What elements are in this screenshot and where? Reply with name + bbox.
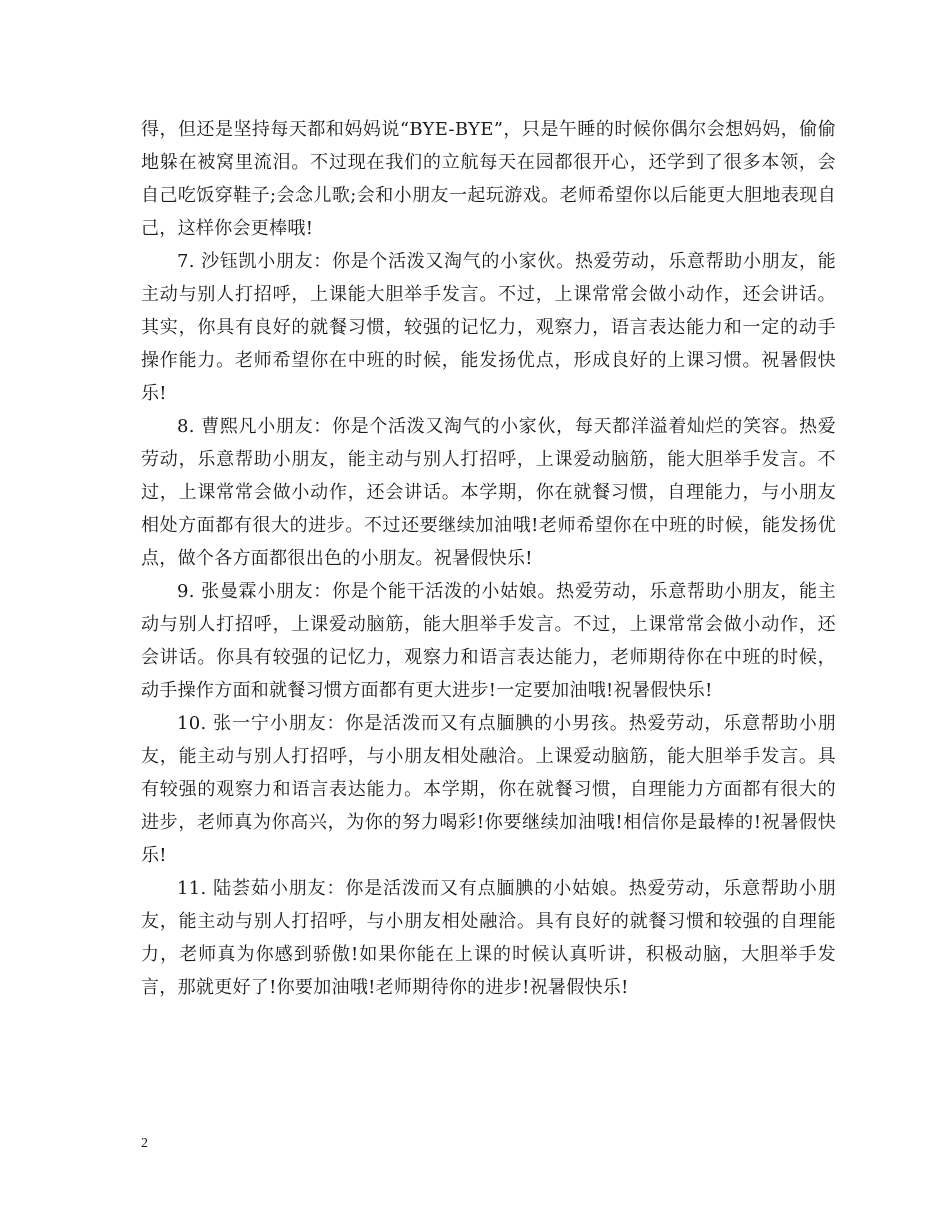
paragraph-item-9: 9. 张曼霖小朋友：你是个能干活泼的小姑娘。热爱劳动，乐意帮助小朋友，能主动与别人打招呼，上课爱动脑筋，能大胆举手发言。不过，上课常常会做小动作，还会讲话。你具有较强的记忆力，观察力和语言表达能力，老师期待你在中班的时候，动手操作方面和就餐习惯方面都有更大进步!一定要加油哦!祝暑假快乐! — [141, 581, 836, 701]
paragraph-item-7: 7. 沙钰凯小朋友：你是个活泼又淘气的小家伙。热爱劳动，乐意帮助小朋友，能主动与别人打招呼，上课能大胆举手发言。不过，上课常常会做小动作，还会讲话。其实，你具有良好的就餐习惯，较强的记忆力，观察力，语言表达能力和一定的动手操作能力。老师希望你在中班的时候，能发扬优点，形成良好的上课习惯。祝暑假快乐! — [141, 251, 836, 404]
paragraph-item-11: 11. 陆荟茹小朋友：你是活泼而又有点腼腆的小姑娘。热爱劳动，乐意帮助小朋友，能主动与别人打招呼，与小朋友相处融洽。具有良好的就餐习惯和较强的自理能力，老师真为你感到骄傲!如果你能在上课的时候认真听讲，积极动脑，大胆举手发言，那就更好了!你要加油哦!老师期待你的进步!祝暑假快乐! — [141, 878, 836, 998]
paragraph-item-8: 8. 曹熙凡小朋友：你是个活泼又淘气的小家伙，每天都洋溢着灿烂的笑容。热爱劳动，乐意帮助小朋友，能主动与别人打招呼，上课爱动脑筋，能大胆举手发言。不过，上课常常会做小动作，还会讲话。本学期，你在就餐习惯，自理能力，与小朋友相处方面都有很大的进步。不过还要继续加油哦!老师希望你在中班的时候，能发扬优点，做个各方面都很出色的小朋友。祝暑假快乐! — [141, 416, 836, 569]
paragraph-continuation: 得，但还是坚持每天都和妈妈说“BYE-BYE”，只是午睡的时候你偶尔会想妈妈，偷偷地躲在被窝里流泪。不过现在我们的立航每天在园都很开心，还学到了很多本领，会自己吃饭穿鞋子;会念儿歌;会和小朋友一起玩游戏。老师希望你以后能更大胆地表现自己，这样你会更棒哦! — [141, 119, 836, 239]
page-content — [141, 113, 836, 1004]
page-number: 2 — [141, 1136, 148, 1151]
paragraph-item-10: 10. 张一宁小朋友：你是活泼而又有点腼腆的小男孩。热爱劳动，乐意帮助小朋友，能主动与别人打招呼，与小朋友相处融洽。上课爱动脑筋，能大胆举手发言。具有较强的观察力和语言表达能力。本学期，你在就餐习惯，自理能力方面都有很大的进步，老师真为你高兴，为你的努力喝彩!你要继续加油哦!相信你是最棒的!祝暑假快乐! — [141, 713, 836, 866]
